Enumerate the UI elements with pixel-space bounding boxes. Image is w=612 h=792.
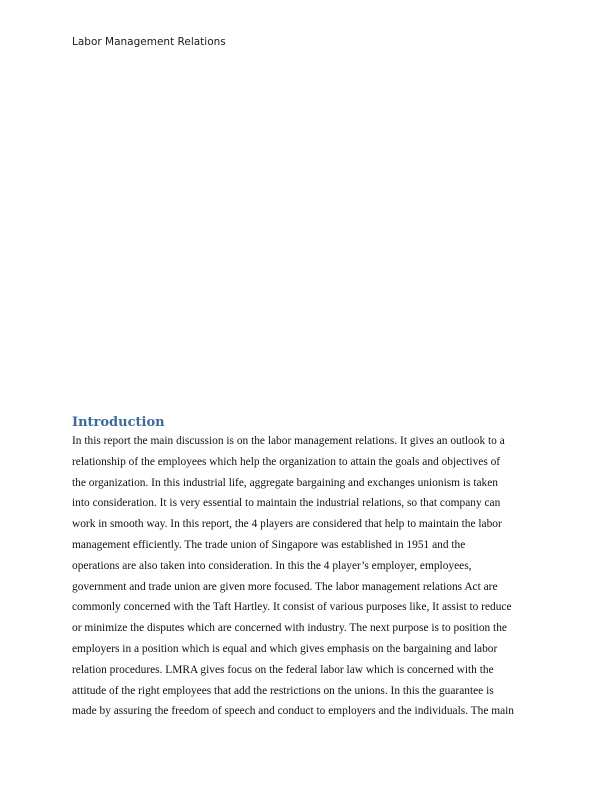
paragraph-line: or minimize the disputes which are concerned with industry. The next purpose is to position the bbox=[72, 622, 507, 635]
paragraph-line: made by assuring the freedom of speech and conduct to employers and the individuals. The main bbox=[72, 705, 515, 718]
paragraph-line: relationship of the employees which help the organization to attain the goals and objectives of bbox=[72, 455, 501, 468]
running-header: Labor Management Relations bbox=[72, 36, 226, 48]
paragraph-line: employers in a position which is equal and which gives emphasis on the bargaining and labor bbox=[72, 642, 498, 655]
paragraph-line: operations are also taken into consideration. In this the 4 player’s employer, employees, bbox=[72, 559, 472, 572]
paragraph-line: commonly concerned with the Taft Hartley. It consist of various purposes like, It assist to reduce bbox=[72, 601, 512, 614]
paragraph-line: into consideration. It is very essential to maintain the industrial relations, so that company can bbox=[72, 497, 501, 510]
paragraph-line: attitude of the right employees that add the restrictions on the unions. In this the guarantee is bbox=[72, 684, 494, 697]
paragraph-line: work in smooth way. In this report, the 4 players are considered that help to maintain the labor bbox=[72, 518, 502, 531]
paragraph-line: government and trade union are given more focused. The labor management relations Act are bbox=[72, 580, 498, 593]
paragraph-line: the organization. In this industrial life, aggregate bargaining and exchanges unionism is taken bbox=[72, 476, 498, 489]
section-heading: Introduction bbox=[72, 415, 165, 430]
paragraph-line: In this report the main discussion is on the labor management relations. It gives an outlook to a bbox=[72, 435, 505, 447]
introduction-section bbox=[72, 414, 542, 722]
body-paragraph bbox=[72, 431, 542, 722]
paragraph-line: relation procedures. LMRA gives focus on the federal labor law which is concerned with the bbox=[72, 663, 494, 676]
paragraph-line: management efficiently. The trade union of Singapore was established in 1951 and the bbox=[72, 538, 466, 551]
